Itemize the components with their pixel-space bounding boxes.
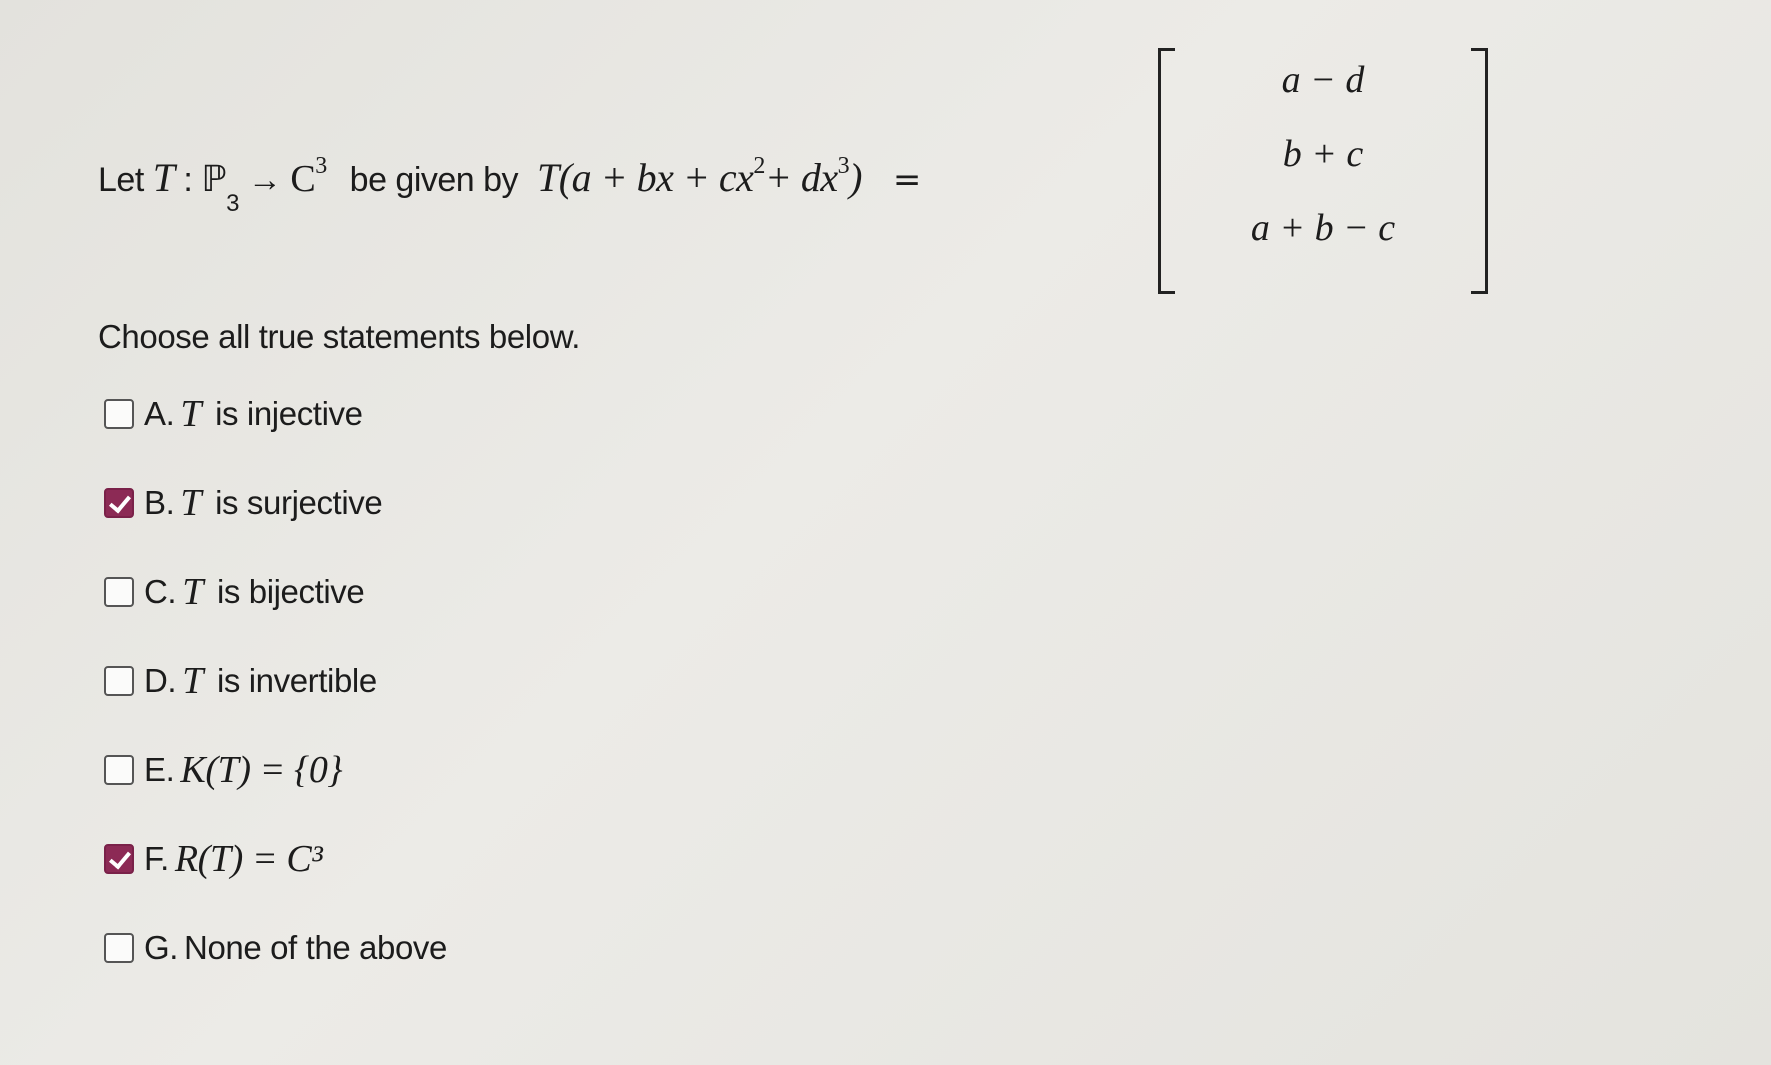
option-c-text: is bijective [216, 573, 365, 610]
matrix-left-bracket [1158, 48, 1175, 294]
option-c[interactable] [104, 570, 364, 614]
option-g-letter: G. [144, 929, 179, 966]
option-g[interactable] [104, 926, 447, 970]
option-e-checkbox[interactable] [104, 755, 134, 785]
lhs-expression-mid: + dx [764, 155, 838, 200]
option-f-checkbox[interactable] [104, 844, 134, 874]
lhs-expression: T(a + bx + cx [537, 155, 754, 200]
lhs-close-paren: ) [849, 155, 862, 200]
map-symbol-T: T [152, 155, 175, 200]
lhs-exponent-2: 2 [753, 153, 765, 179]
option-c-letter: C. [144, 573, 177, 610]
option-f[interactable] [104, 837, 322, 881]
given-by-text: be given by [349, 161, 519, 199]
option-f-math: R(T) = C³ [174, 838, 323, 880]
option-d-letter: D. [144, 662, 177, 699]
option-d-math: T [182, 660, 203, 702]
option-b-checkbox[interactable] [104, 488, 134, 518]
option-b-text: is surjective [215, 484, 383, 521]
option-d[interactable] [104, 659, 377, 703]
result-matrix [1158, 44, 1488, 294]
question-text [98, 153, 921, 217]
matrix-entry-3: a + b − c [1250, 207, 1396, 249]
codomain-symbol-C: C [290, 158, 316, 200]
colon: : [183, 161, 193, 199]
arrow-symbol: → [247, 161, 282, 199]
equals-sign: = [892, 160, 921, 200]
option-e-letter: E. [144, 751, 175, 788]
matrix-entry-2: b + c [1282, 133, 1364, 175]
lhs-exponent-3: 3 [837, 153, 850, 179]
domain-symbol-P: ℙ [201, 159, 227, 200]
domain-subscript: 3 [226, 190, 239, 217]
matrix-entry-1: a − d [1281, 59, 1365, 101]
option-b[interactable] [104, 481, 382, 525]
option-c-math: T [182, 571, 203, 613]
option-a-checkbox[interactable] [104, 399, 134, 429]
option-a-text: is injective [215, 395, 363, 432]
option-b-letter: B. [144, 484, 175, 521]
instruction-text: Choose all true statements below. [98, 318, 581, 355]
option-b-math: T [180, 482, 202, 524]
option-e[interactable] [104, 748, 342, 792]
option-c-checkbox[interactable] [104, 577, 134, 607]
option-g-checkbox[interactable] [104, 933, 134, 963]
option-d-text: is invertible [216, 662, 377, 699]
option-e-math: K(T) = {0} [180, 749, 343, 791]
let-word: Let [98, 161, 144, 199]
codomain-superscript: 3 [315, 153, 327, 179]
matrix-right-bracket [1471, 48, 1488, 294]
question-statement [98, 44, 1398, 304]
option-a-letter: A. [144, 395, 175, 432]
option-d-checkbox[interactable] [104, 666, 134, 696]
option-a-math: T [180, 393, 202, 435]
option-g-text: None of the above [184, 929, 447, 966]
option-f-letter: F. [144, 840, 169, 877]
option-a[interactable] [104, 392, 363, 436]
